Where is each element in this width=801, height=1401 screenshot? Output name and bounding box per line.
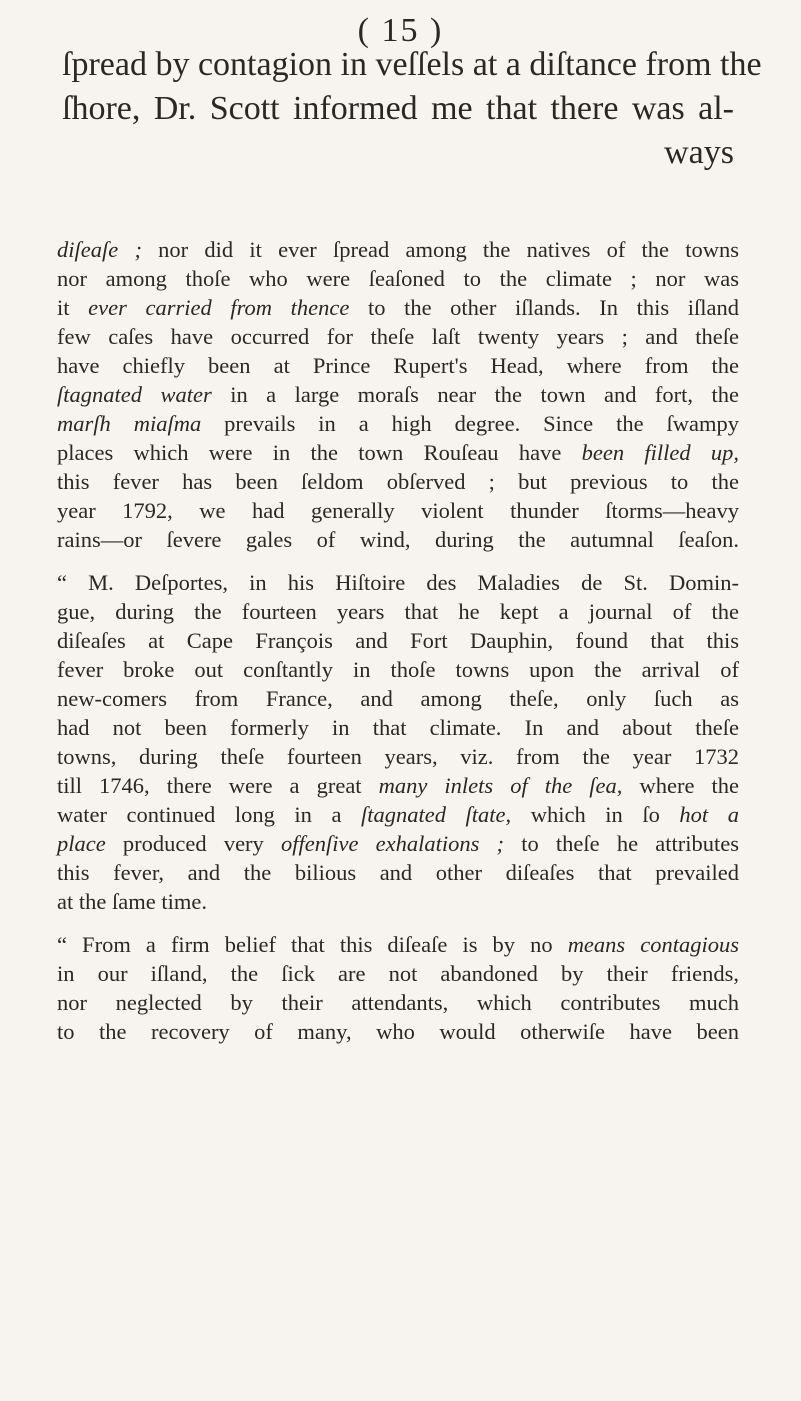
- text-line: this fever, and the bilious and other diſeaſes that prevailed: [57, 860, 739, 885]
- text-line: ſpread by contagion in veſſels at a diſtance from the: [62, 46, 762, 83]
- text-line: diſeaſe ; nor did it ever ſpread among the natives of the towns: [57, 237, 739, 262]
- text-line: till 1746, there were a great many inlets of the ſea, where the: [57, 773, 740, 798]
- text-line: fever broke out conſtantly in thoſe towns upon the arrival of: [57, 657, 739, 682]
- text-line: rains—or ſevere gales of wind, during the autumnal ſeaſon.: [57, 527, 739, 552]
- text-line: water continued long in a ſtagnated ſtate, which in ſo hot a: [57, 802, 739, 827]
- text-line: nor neglected by their attendants, which contributes much: [57, 990, 739, 1015]
- text-line: have chiefly been at Prince Rupert's Head, where from the: [57, 353, 739, 378]
- text-line: places which were in the town Rouſeau have been filled up,: [57, 440, 739, 465]
- text-line: towns, during theſe fourteen years, viz. from the year 1732: [57, 744, 739, 769]
- text-line: nor among thoſe who were ſeaſoned to the climate ; nor was: [57, 266, 739, 291]
- text-line: ſtagnated water in a large moraſs near the town and fort, the: [57, 382, 739, 407]
- text-line: had not been formerly in that climate. In and about theſe: [57, 715, 739, 740]
- text-line: new-comers from France, and among theſe, only ſuch as: [57, 686, 739, 711]
- text-line: place produced very offenſive exhalations ; to theſe he attributes: [57, 831, 739, 856]
- text-line: it ever carried from thence to the other iſlands. In this iſland: [57, 295, 739, 320]
- page-number: ( 15 ): [357, 12, 444, 49]
- text-line: at the ſame time.: [57, 889, 207, 914]
- text-line: in our iſland, the ſick are not abandoned by their friends,: [57, 961, 739, 986]
- text-line: “ From a firm belief that this diſeaſe is by no means contagious: [57, 932, 739, 957]
- text-line: “ M. Deſportes, in his Hiſtoire des Maladies de St. Domin-: [57, 570, 739, 595]
- text-line: to the recovery of many, who would otherwiſe have been: [57, 1019, 739, 1044]
- text-line: marſh miaſma prevails in a high degree. Since the ſwampy: [57, 411, 739, 436]
- text-line: year 1792, we had generally violent thunder ſtorms—heavy: [57, 498, 739, 523]
- text-line: few caſes have occurred for theſe laſt twenty years ; and theſe: [57, 324, 739, 349]
- text-line: this fever has been ſeldom obſerved ; but previous to the: [57, 469, 739, 494]
- text-line: ſhore, Dr. Scott informed me that there was al-: [62, 90, 734, 127]
- text-line: diſeaſes at Cape François and Fort Dauphin, found that this: [57, 628, 739, 653]
- catchword: ways: [664, 134, 734, 171]
- text-line: gue, during the fourteen years that he kept a journal of the: [57, 599, 739, 624]
